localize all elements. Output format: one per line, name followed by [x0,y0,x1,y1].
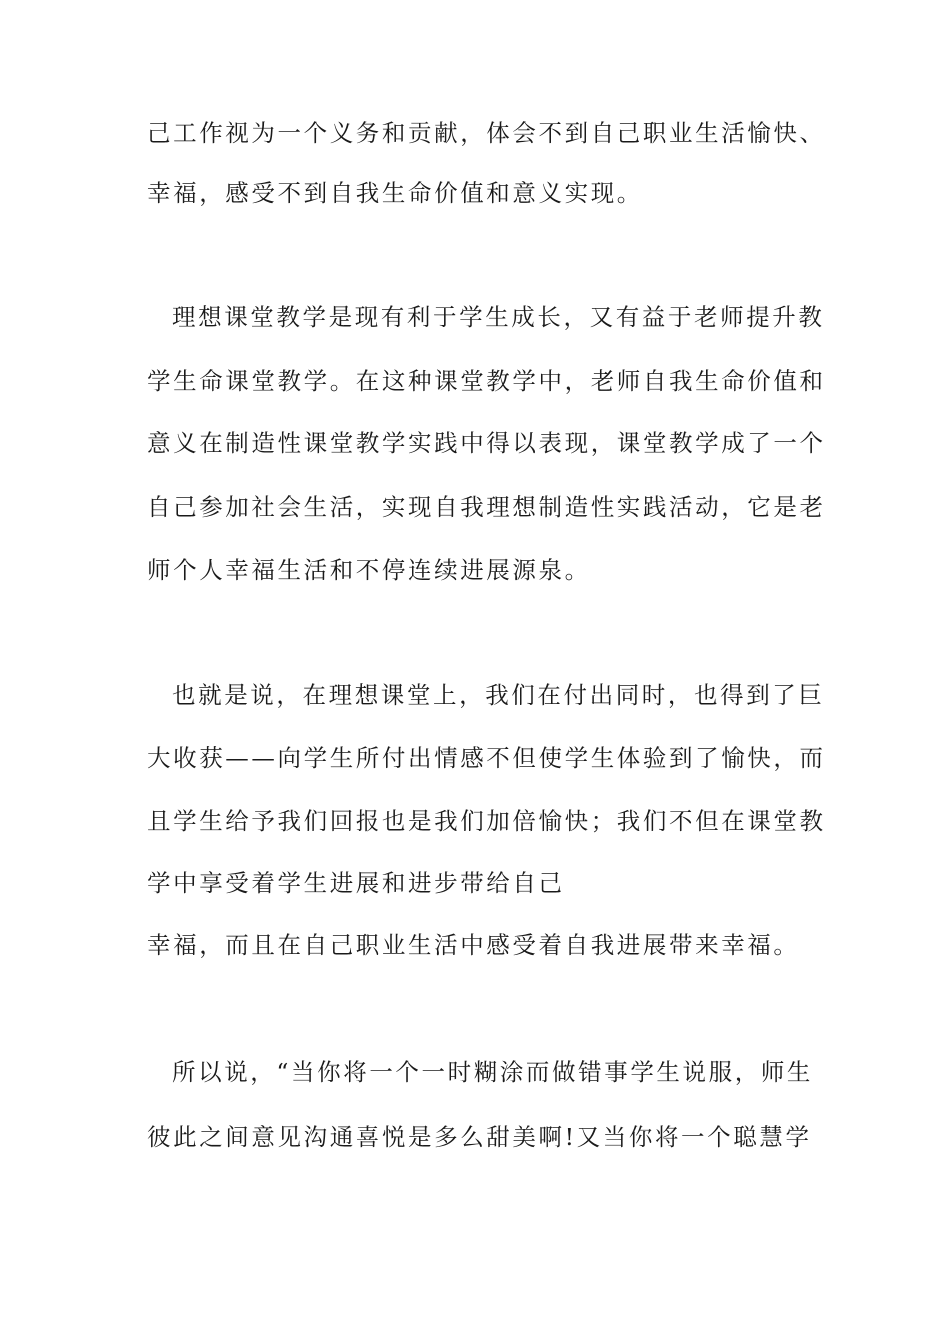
text-line: 也就是说，在理想课堂上，我们在付出同时，也得到了巨 [172,681,825,709]
text-line: 意义在制造性课堂教学实践中得以表现，课堂教学成了一个 [147,429,826,457]
text-line: 幸福，而且在自己职业生活中感受着自我进展带来幸福。 [147,931,800,959]
text-line: 己工作视为一个义务和贡献，体会不到自己职业生活愉快、 [147,119,826,147]
text-line: 大收获——向学生所付出情感不但使学生体验到了愉快，而 [147,744,826,772]
text-line: 理想课堂教学是现有利于学生成长，又有益于老师提升教 [172,303,825,331]
text-line: 师个人幸福生活和不停连续进展源泉。 [147,556,591,584]
text-line: 彼此之间意见沟通喜悦是多么甜美啊!又当你将一个聪慧学 [147,1123,812,1151]
text-line: 所以说，“当你将一个一时糊涂而做错事学生说服，师生 [172,1058,814,1086]
text-line: 学中享受着学生进展和进步带给自己 [147,869,565,897]
text-line: 学生命课堂教学。在这种课堂教学中，老师自我生命价值和 [147,367,826,395]
text-line: 幸福，感受不到自我生命价值和意义实现。 [147,179,643,207]
text-line: 自己参加社会生活，实现自我理想制造性实践活动，它是老 [147,493,826,521]
text-line: 且学生给予我们回报也是我们加倍愉快；我们不但在课堂教 [147,807,826,835]
